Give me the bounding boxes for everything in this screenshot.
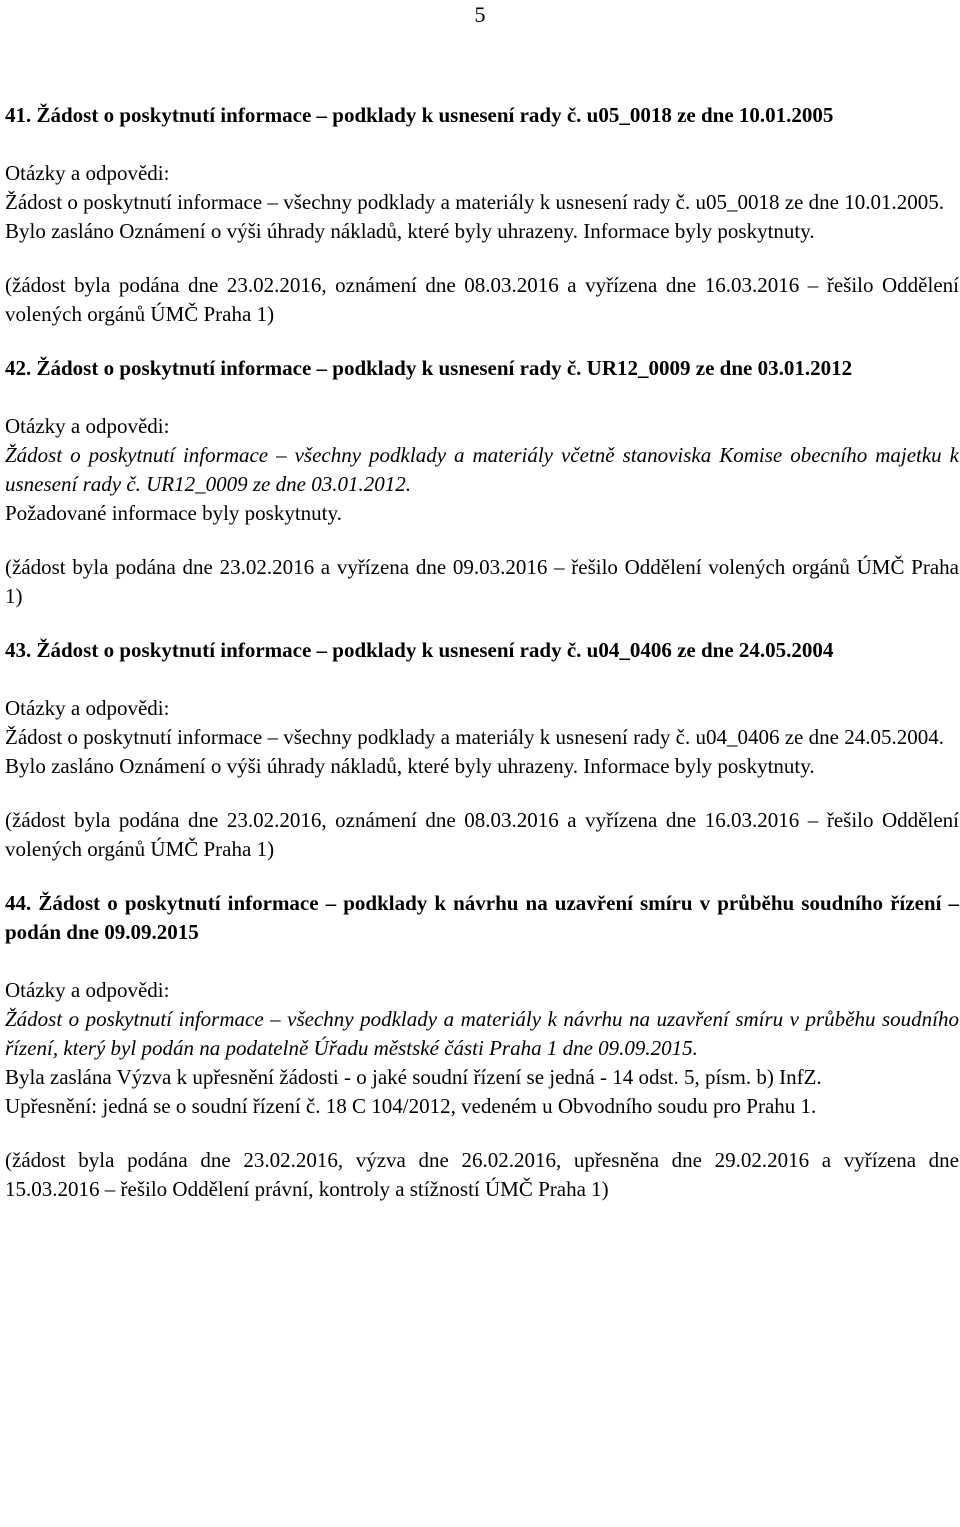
request-text: Žádost o poskytnutí informace – všechny podklady a materiály k usnesení rady č. u05_0018 ze dne 10.01.2005. — [5, 190, 944, 214]
request-text: Žádost o poskytnutí informace – všechny podklady a materiály k návrhu na uzavření smíru v průběhu soudního řízení, který byl podán na podatelně Úřadu městské části Praha 1 dne 09.09.2015. — [5, 1007, 959, 1060]
status-text: (žádost byla podána dne 23.02.2016, oznámení dne 08.03.2016 a vyřízena dne 16.03.2016 – řešilo Oddělení volených orgánů ÚMČ Praha 1) — [5, 273, 959, 326]
request-item-44 — [5, 889, 959, 1204]
status-text: (žádost byla podána dne 23.02.2016, výzva dne 26.02.2016, upřesněna dne 29.02.2016 a vyřízena dne 15.03.2016 – řešilo Oddělení právní, kontroly a stížností ÚMČ Praha 1) — [5, 1148, 959, 1201]
request-item-42 — [5, 354, 959, 611]
answer-text: Byla zaslána Výzva k upřesnění žádosti - o jaké soudní řízení se jedná - 14 odst. 5, písm. b) InfZ. — [5, 1065, 822, 1089]
qa-label: Otázky a odpovědi: — [5, 696, 170, 720]
answer-text: Bylo zasláno Oznámení o výši úhrady nákladů, které byly uhrazeny. Informace byly poskytnuty. — [5, 219, 815, 243]
item-heading: 43. Žádost o poskytnutí informace – podklady k usnesení rady č. u04_0406 ze dne 24.05.2004 — [5, 638, 834, 662]
qa-label: Otázky a odpovědi: — [5, 161, 170, 185]
page-number: 5 — [474, 2, 486, 27]
request-item-43 — [5, 636, 959, 864]
request-item-41 — [5, 101, 959, 329]
clarification-text: Upřesnění: jedná se o soudní řízení č. 18 C 104/2012, vedeném u Obvodního soudu pro Prahu 1. — [5, 1094, 817, 1118]
answer-text: Bylo zasláno Oznámení o výši úhrady nákladů, které byly uhrazeny. Informace byly poskytnuty. — [5, 754, 815, 778]
item-heading: 42. Žádost o poskytnutí informace – podklady k usnesení rady č. UR12_0009 ze dne 03.01.2012 — [5, 356, 853, 380]
request-text: Žádost o poskytnutí informace – všechny podklady a materiály k usnesení rady č. u04_0406 ze dne 24.05.2004. — [5, 725, 944, 749]
item-heading: 44. Žádost o poskytnutí informace – podklady k návrhu na uzavření smíru v průběhu soudního řízení – podán dne 09.09.2015 — [5, 891, 959, 944]
status-text: (žádost byla podána dne 23.02.2016, oznámení dne 08.03.2016 a vyřízena dne 16.03.2016 – řešilo Oddělení volených orgánů ÚMČ Praha 1) — [5, 808, 959, 861]
answer-text: Požadované informace byly poskytnuty. — [5, 501, 342, 525]
qa-label: Otázky a odpovědi: — [5, 978, 170, 1002]
document-body — [5, 101, 959, 1204]
request-text: Žádost o poskytnutí informace – všechny podklady a materiály včetně stanoviska Komise obecního majetku k usnesení rady č. UR12_0009 ze dne 03.01.2012. — [5, 443, 959, 496]
qa-label: Otázky a odpovědi: — [5, 414, 170, 438]
status-text: (žádost byla podána dne 23.02.2016 a vyřízena dne 09.03.2016 – řešilo Oddělení volených orgánů ÚMČ Praha 1) — [5, 555, 959, 608]
item-heading: 41. Žádost o poskytnutí informace – podklady k usnesení rady č. u05_0018 ze dne 10.01.2005 — [5, 103, 834, 127]
